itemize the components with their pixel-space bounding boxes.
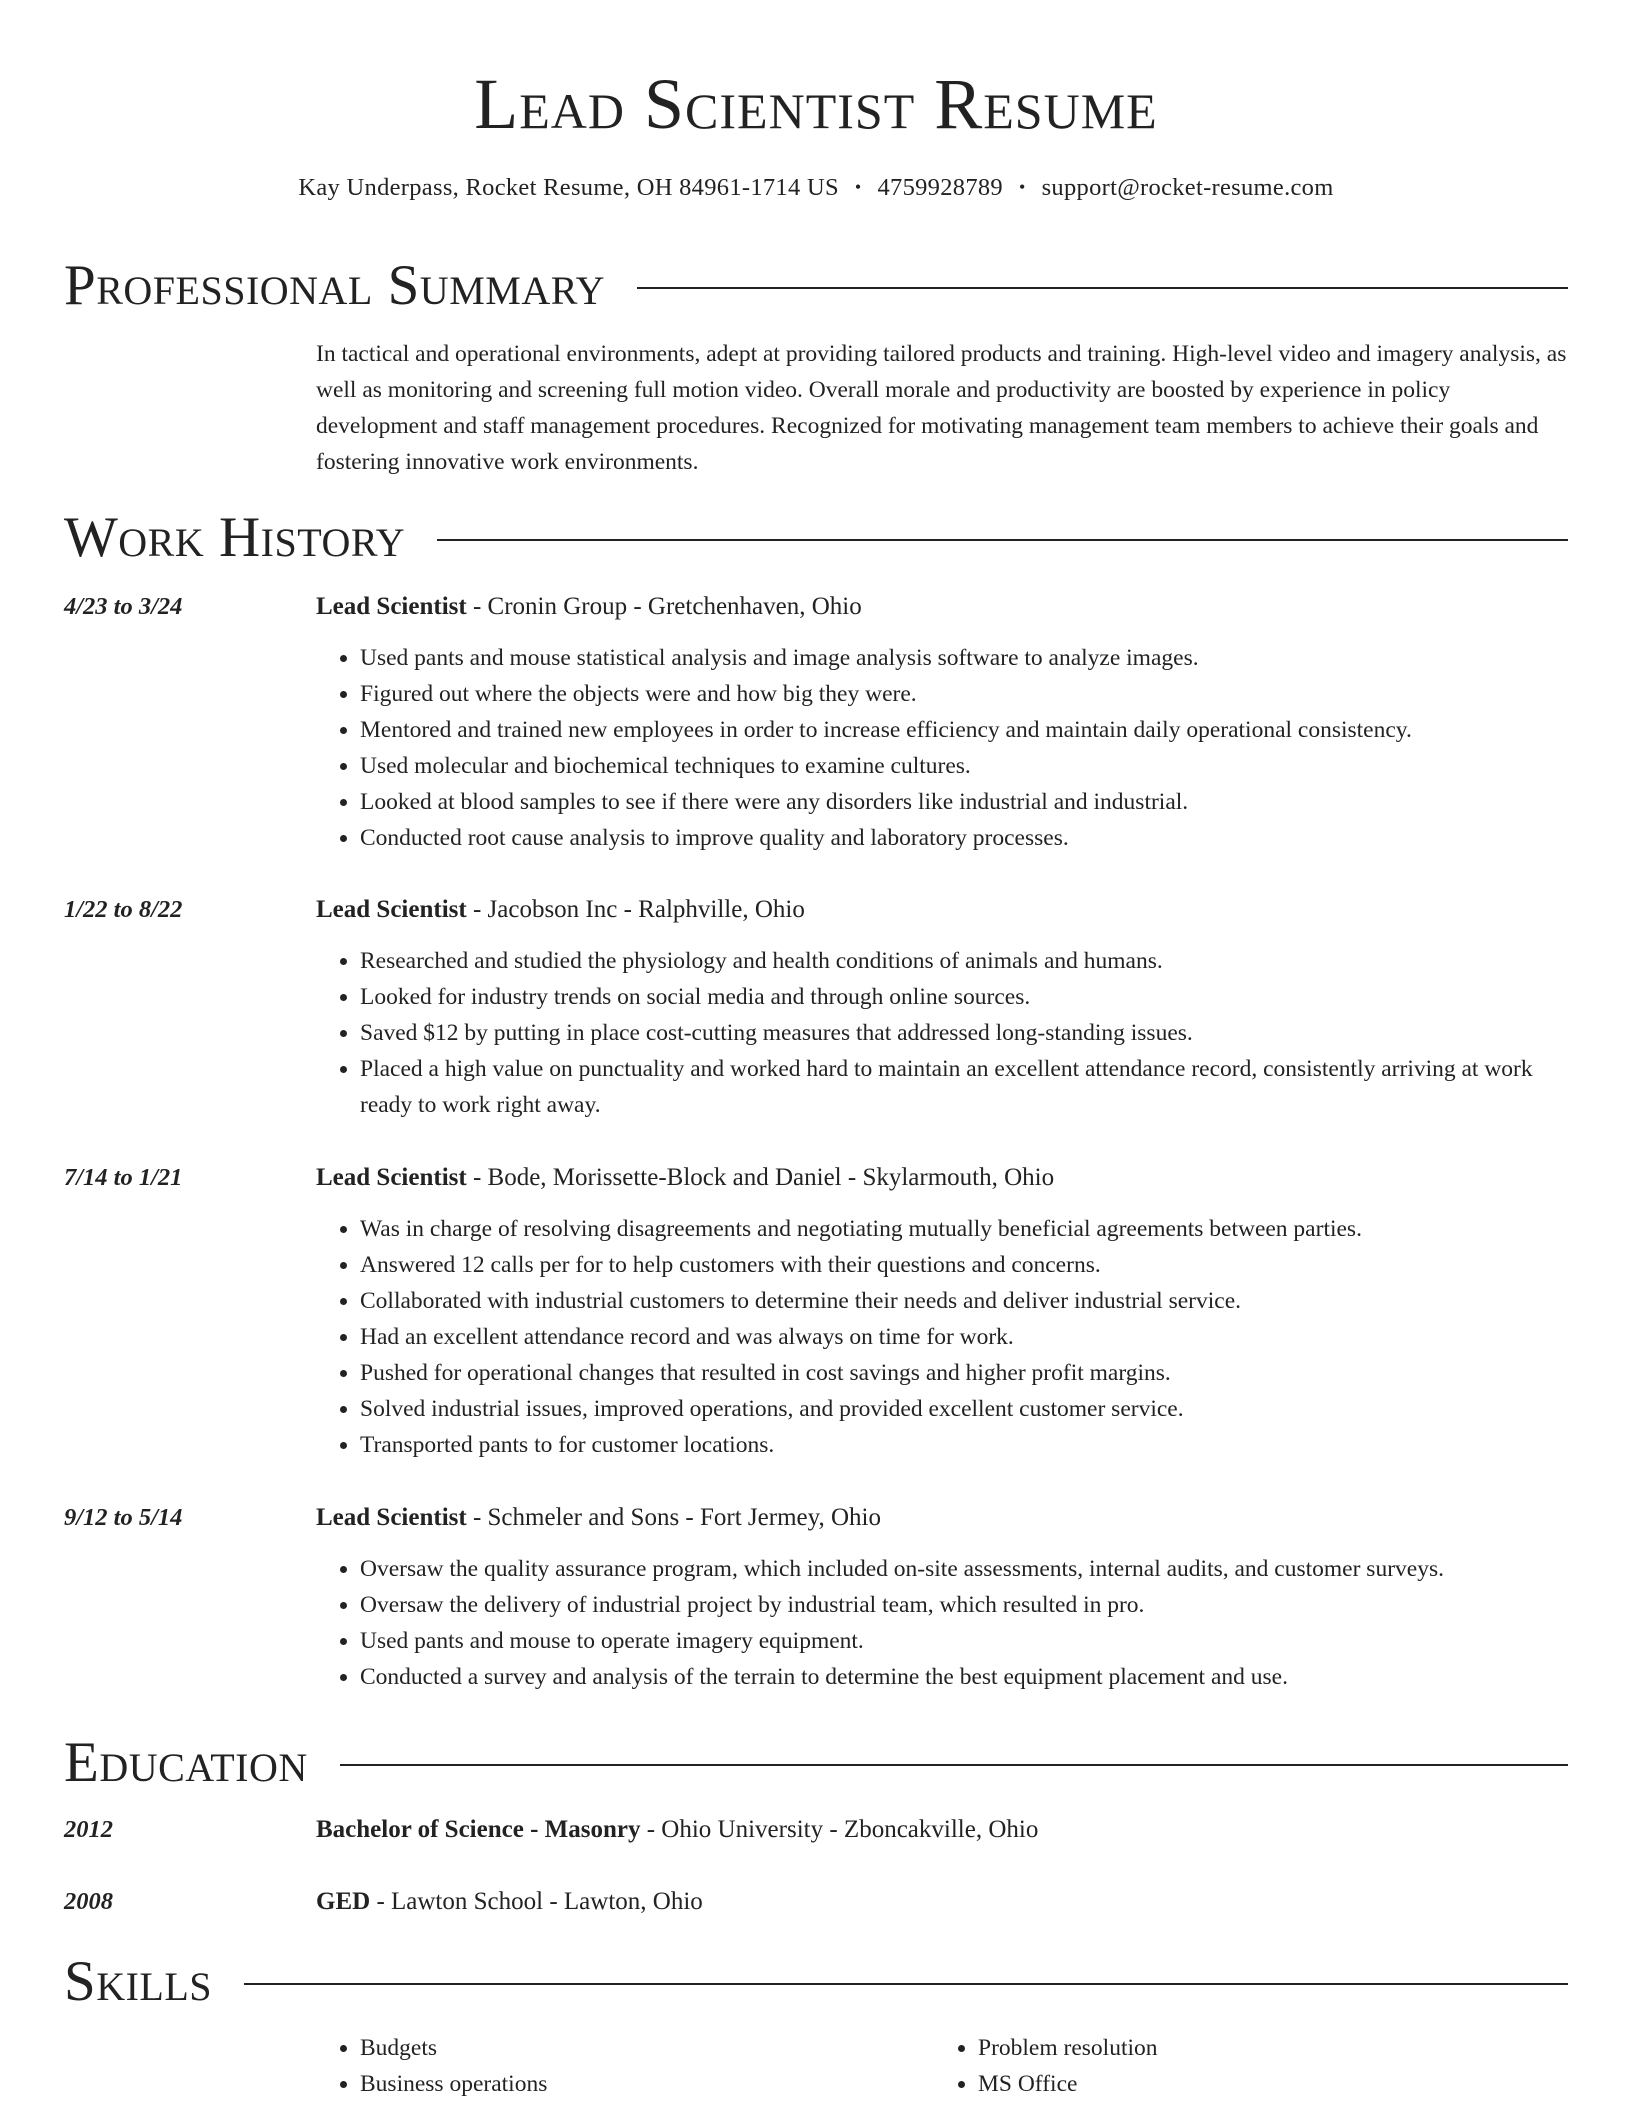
skills-heading: Skills (64, 1950, 213, 2013)
list-item: • Conducted root cause analysis to improve quality and laboratory processes. (360, 820, 1568, 856)
list-item: • Pushed for operational changes that resulted in cost savings and higher profit margins. (360, 1355, 1568, 1391)
list-item: • Oversaw the quality assurance program, which included on-site assessments, internal audits, and customer surveys. (360, 1551, 1568, 1587)
summary-section-header (64, 256, 1568, 316)
job-details: - Schmeler and Sons - Fort Jermey, Ohio (466, 1504, 881, 1531)
school-details: - Lawton School - Lawton, Ohio (370, 1888, 703, 1915)
education-entry (64, 1813, 1568, 1847)
school-details: - Ohio University - Zboncakville, Ohio (640, 1816, 1039, 1843)
list-item: • Used pants and mouse statistical analysis and image analysis software to analyze images. (360, 640, 1568, 676)
job-details: - Jacobson Inc - Ralphville, Ohio (466, 896, 805, 923)
work-bullets (316, 943, 1568, 1123)
contact-separator: • (1018, 177, 1026, 197)
summary-heading: Professional Summary (64, 254, 606, 317)
section-divider (437, 539, 1568, 541)
skill-item: • Problem resolution (978, 2030, 1552, 2066)
work-dates: 7/14 to 1/21 (64, 1164, 183, 1191)
page-title: Lead Scientist Resume (474, 64, 1158, 144)
work-entry (64, 1501, 1568, 1695)
list-item: • Had an excellent attendance record and was always on time for work. (360, 1319, 1568, 1355)
skill-item: • Business operations (360, 2066, 934, 2102)
list-item: • Mentored and trained new employees in order to increase efficiency and maintain daily operational consistency. (360, 712, 1568, 748)
work-bullets (316, 1211, 1568, 1463)
education-year: 2008 (64, 1888, 113, 1915)
list-item: • Conducted a survey and analysis of the terrain to determine the best equipment placement and use. (360, 1659, 1568, 1695)
education-heading-line (316, 1885, 1568, 1919)
work-heading-line (316, 1161, 1568, 1195)
skills-section-header (64, 1952, 1568, 2012)
list-item: • Answered 12 calls per for to help customers with their questions and concerns. (360, 1247, 1568, 1283)
job-details: - Bode, Morissette-Block and Daniel - Skylarmouth, Ohio (466, 1164, 1055, 1191)
job-title: Lead Scientist (316, 1504, 467, 1531)
list-item: • Looked for industry trends on social media and through online sources. (360, 979, 1568, 1015)
skill-item: • MS Office (978, 2066, 1552, 2102)
work-heading-line (316, 590, 1568, 624)
education-heading-line (316, 1813, 1568, 1847)
skill-item: • Budgets (360, 2030, 934, 2066)
education-heading: Education (64, 1731, 308, 1794)
contact-email: support@rocket-resume.com (1041, 174, 1334, 201)
work-heading-line (316, 1501, 1568, 1535)
skills-list (316, 2030, 1568, 2102)
job-title: Lead Scientist (316, 593, 467, 620)
summary-text: In tactical and operational environments, adept at providing tailored products and training. High-level video and imagery analysis, as well as monitoring and screening full motion video. Overall morale and productivity are boosted by experience in policy development and staff management procedures. Recognized for motivating management team members to achieve their goals and fostering innovative work environments. (316, 341, 1567, 475)
degree: GED (316, 1888, 371, 1915)
list-item: • Transported pants to for customer locations. (360, 1427, 1568, 1463)
list-item: • Saved $12 by putting in place cost-cutting measures that addressed long-standing issues. (360, 1015, 1568, 1051)
contact-line (0, 174, 1632, 202)
list-item: • Researched and studied the physiology and health conditions of animals and humans. (360, 943, 1568, 979)
skills-column-left (316, 2030, 934, 2102)
list-item: • Solved industrial issues, improved operations, and provided excellent customer service. (360, 1391, 1568, 1427)
education-section-header (64, 1733, 1568, 1793)
job-title: Lead Scientist (316, 896, 467, 923)
work-dates: 1/22 to 8/22 (64, 896, 183, 923)
list-item: • Placed a high value on punctuality and worked hard to maintain an excellent attendance record, consistently arriving at work ready to work right away. (360, 1051, 1568, 1123)
contact-phone: 4759928789 (877, 174, 1003, 201)
contact-separator: • (854, 177, 862, 197)
skills-column-right (934, 2030, 1552, 2102)
work-heading: Work History (64, 506, 406, 569)
education-entry (64, 1885, 1568, 1919)
work-dates: 9/12 to 5/14 (64, 1504, 183, 1531)
list-item: • Was in charge of resolving disagreements and negotiating mutually beneficial agreements between parties. (360, 1211, 1568, 1247)
list-item: • Used molecular and biochemical techniques to examine cultures. (360, 748, 1568, 784)
list-item: • Used pants and mouse to operate imagery equipment. (360, 1623, 1568, 1659)
degree: Bachelor of Science - Masonry (316, 1816, 641, 1843)
work-entry (64, 1161, 1568, 1463)
section-divider (637, 287, 1568, 289)
education-year: 2012 (64, 1816, 113, 1843)
work-heading-line (316, 893, 1568, 927)
work-entry (64, 893, 1568, 1123)
list-item: • Looked at blood samples to see if there were any disorders like industrial and industrial. (360, 784, 1568, 820)
work-bullets (316, 640, 1568, 856)
job-details: - Cronin Group - Gretchenhaven, Ohio (466, 593, 862, 620)
work-dates: 4/23 to 3/24 (64, 593, 183, 620)
job-title: Lead Scientist (316, 1164, 467, 1191)
work-entry (64, 590, 1568, 856)
list-item: • Oversaw the delivery of industrial project by industrial team, which resulted in pro. (360, 1587, 1568, 1623)
section-divider (244, 1983, 1568, 1985)
list-item: • Figured out where the objects were and how big they were. (360, 676, 1568, 712)
section-divider (340, 1764, 1568, 1766)
contact-address: Kay Underpass, Rocket Resume, OH 84961-1714 US (298, 174, 839, 201)
list-item: • Collaborated with industrial customers to determine their needs and deliver industrial service. (360, 1283, 1568, 1319)
work-section-header (64, 508, 1568, 568)
work-bullets (316, 1551, 1568, 1695)
